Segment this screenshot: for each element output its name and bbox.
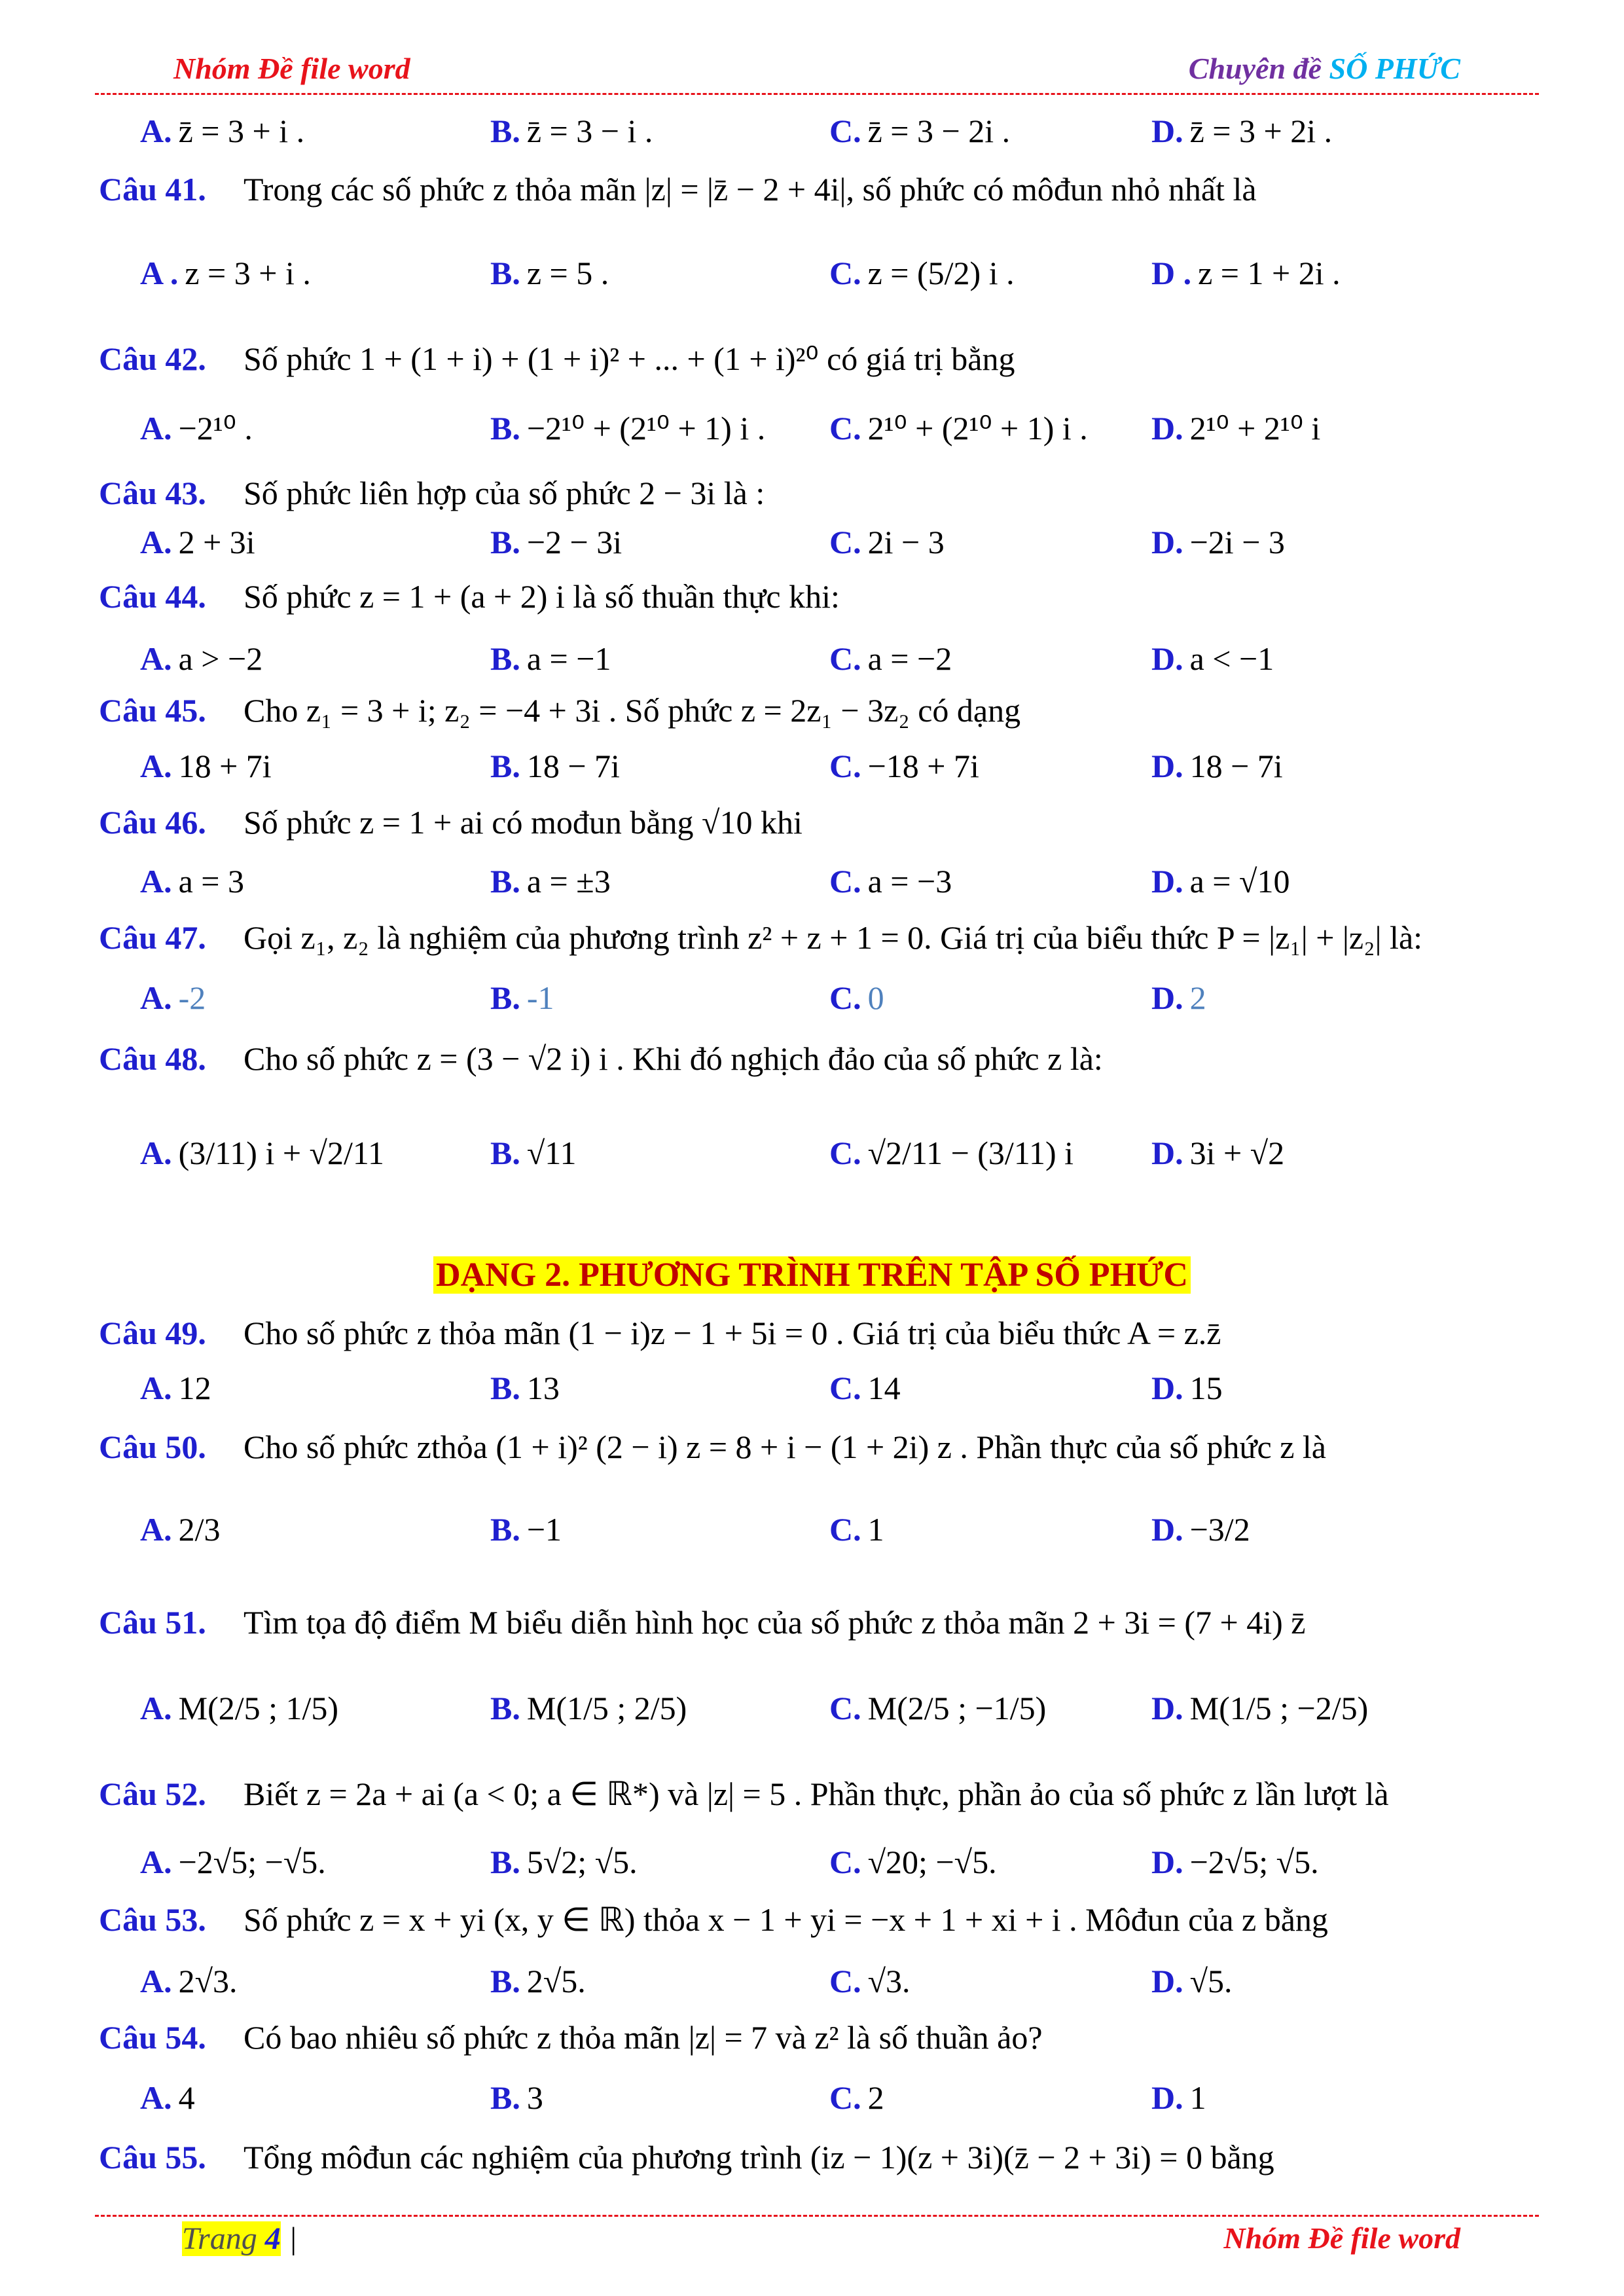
answer-option — [140, 253, 311, 293]
option-value: z = 1 + 2i . — [1198, 255, 1341, 291]
option-value: −3/2 — [1189, 1511, 1250, 1548]
option-letter: A. — [140, 1844, 172, 1880]
option-letter: B. — [490, 1370, 520, 1406]
answer-option — [829, 639, 952, 678]
option-value: 14 — [867, 1370, 901, 1406]
question-text: Tìm tọa độ điểm M biểu diễn hình học của số phức z thỏa mãn 2 + 3i = (7 + 4i) z̄ — [244, 1604, 1306, 1641]
answer-option — [140, 111, 304, 151]
option-letter: D. — [1151, 640, 1183, 677]
option-letter: C. — [829, 979, 861, 1016]
option-letter: C. — [829, 113, 861, 149]
option-letter: A. — [140, 113, 172, 149]
option-value: z = 5 . — [526, 255, 609, 291]
answer-option — [140, 1510, 221, 1549]
option-value: z = 3 + i . — [185, 255, 311, 291]
option-letter: D. — [1151, 1511, 1183, 1548]
question-number: Câu 53. — [99, 1901, 206, 1938]
option-value: 18 + 7i — [178, 748, 272, 784]
section-title: DẠNG 2. PHƯƠNG TRÌNH TRÊN TẬP SỐ PHỨC — [433, 1256, 1191, 1294]
option-value: 2√5. — [526, 1963, 586, 1999]
answer-option — [1151, 2078, 1206, 2117]
answer-option — [829, 1133, 1074, 1173]
answer-option — [490, 1961, 586, 2001]
option-value: a = ±3 — [526, 863, 611, 900]
option-letter: D. — [1151, 1963, 1183, 1999]
option-value: 18 − 7i — [526, 748, 620, 784]
option-letter: B. — [490, 979, 520, 1016]
question-text: Cho số phức z = (3 − √2 i) i . Khi đó nghịch đảo của số phức z là: — [244, 1040, 1103, 1077]
option-letter: D. — [1151, 979, 1183, 1016]
option-value: -1 — [526, 979, 554, 1016]
option-value: −2¹⁰ + (2¹⁰ + 1) i . — [526, 410, 766, 446]
option-value: 13 — [526, 1370, 560, 1406]
option-letter: B. — [490, 2079, 520, 2116]
option-value: 12 — [178, 1370, 211, 1406]
option-letter: C. — [829, 1135, 861, 1171]
question-number: Câu 43. — [99, 475, 206, 511]
question-number: Câu 48. — [99, 1040, 206, 1077]
question-text: Gọi z₁, z₂ là nghiệm của phương trình z² + z + 1 = 0. Giá trị của biểu thức P = |z₁| + |z₂| là: — [244, 919, 1423, 956]
option-letter: D. — [1151, 1370, 1183, 1406]
option-value: 3i + √2 — [1189, 1135, 1285, 1171]
option-value: M(1/5 ; 2/5) — [526, 1690, 687, 1726]
option-letter: A. — [140, 2079, 172, 2116]
option-letter: B. — [490, 863, 520, 900]
option-value: 2 — [867, 2079, 884, 2116]
answer-option — [1151, 1961, 1233, 2001]
option-value: (3/11) i + √2/11 — [178, 1135, 385, 1171]
footer-page-number: 4 — [264, 2221, 281, 2256]
answer-option — [490, 978, 554, 1017]
option-value: 18 − 7i — [1189, 748, 1283, 784]
option-letter: A. — [140, 979, 172, 1016]
option-value: z̄ = 3 − i . — [526, 113, 653, 149]
option-value: a < −1 — [1189, 640, 1274, 677]
header-topic-accent: SỐ PHỨC — [1329, 52, 1460, 85]
option-letter: D. — [1151, 524, 1183, 560]
option-letter: C. — [829, 1963, 861, 1999]
question-text: Số phức z = 1 + ai có mođun bằng √10 khi — [244, 804, 803, 841]
option-letter: A. — [140, 524, 172, 560]
option-value: M(1/5 ; −2/5) — [1189, 1690, 1369, 1726]
answer-option — [829, 746, 979, 786]
option-value: 2√3. — [178, 1963, 238, 1999]
option-letter: A . — [140, 255, 179, 291]
answer-option — [1151, 1842, 1319, 1882]
option-value: M(2/5 ; 1/5) — [178, 1690, 339, 1726]
option-letter: A. — [140, 1135, 172, 1171]
option-value: 4 — [178, 2079, 195, 2116]
question-number: Câu 49. — [99, 1315, 206, 1351]
option-letter: B. — [490, 640, 520, 677]
answer-option — [829, 253, 1015, 293]
option-value: √20; −√5. — [867, 1844, 997, 1880]
answer-option — [140, 522, 255, 562]
header-topic-prefix: Chuyên đề — [1188, 52, 1329, 85]
option-value: −1 — [526, 1511, 562, 1548]
option-letter: D. — [1151, 1844, 1183, 1880]
footer-divider — [95, 2215, 1539, 2217]
answer-option — [490, 862, 611, 901]
question-number: Câu 54. — [99, 2019, 206, 2056]
option-letter: D. — [1151, 2079, 1183, 2116]
answer-option — [490, 1842, 638, 1882]
answer-option — [490, 746, 620, 786]
option-value: 1 — [867, 1511, 884, 1548]
option-value: a = −2 — [867, 640, 952, 677]
option-value: √3. — [867, 1963, 911, 1999]
question-number: Câu 44. — [99, 578, 206, 615]
answer-option — [829, 409, 1088, 448]
question-text: Số phức 1 + (1 + i) + (1 + i)² + ... + (1 + i)²⁰ có giá trị bằng — [244, 340, 1015, 377]
answer-option — [490, 2078, 543, 2117]
footer-page: Trang 4 | — [182, 2221, 297, 2256]
option-letter: D. — [1151, 113, 1183, 149]
option-value: −2¹⁰ . — [178, 410, 253, 446]
answer-option — [490, 111, 653, 151]
question-number: Câu 46. — [99, 804, 206, 841]
option-letter: C. — [829, 640, 861, 677]
answer-option — [140, 862, 244, 901]
option-letter: B. — [490, 1844, 520, 1880]
answer-option — [1151, 862, 1290, 901]
question-text: Cho z₁ = 3 + i; z₂ = −4 + 3i . Số phức z = 2z₁ − 3z₂ có dạng — [244, 692, 1021, 729]
option-value: 0 — [867, 979, 884, 1016]
option-letter: D. — [1151, 863, 1183, 900]
question-number: Câu 41. — [99, 171, 206, 208]
option-letter: A. — [140, 863, 172, 900]
option-value: 2 + 3i — [178, 524, 255, 560]
option-value: −2 − 3i — [526, 524, 623, 560]
answer-option — [140, 746, 272, 786]
option-value: a = −1 — [526, 640, 611, 677]
answer-option — [1151, 111, 1332, 151]
question-number: Câu 52. — [99, 1776, 206, 1812]
answer-option — [1151, 746, 1283, 786]
header-group-name: Nhóm Đề file word — [173, 52, 410, 85]
option-letter: C. — [829, 1511, 861, 1548]
option-letter: B. — [490, 1690, 520, 1726]
option-value: a = −3 — [867, 863, 952, 900]
option-value: a = √10 — [1189, 863, 1290, 900]
answer-option — [490, 409, 765, 448]
option-value: −2√5; √5. — [1189, 1844, 1319, 1880]
answer-option — [829, 862, 952, 901]
option-value: z = (5/2) i . — [867, 255, 1015, 291]
option-value: a = 3 — [178, 863, 244, 900]
answer-option — [140, 1368, 211, 1408]
question-text: Cho số phức zthỏa (1 + i)² (2 − i) z = 8 + i − (1 + 2i) z . Phần thực của số phức z là — [244, 1429, 1327, 1465]
option-letter: C. — [829, 748, 861, 784]
option-value: √11 — [526, 1135, 577, 1171]
answer-option — [1151, 409, 1320, 448]
option-value: 15 — [1189, 1370, 1223, 1406]
question-text: Tổng môđun các nghiệm của phương trình (iz − 1)(z + 3i)(z̄ − 2 + 3i) = 0 bằng — [244, 2139, 1274, 2176]
answer-option — [1151, 1688, 1368, 1728]
answer-option — [140, 1688, 338, 1728]
option-letter: C. — [829, 2079, 861, 2116]
option-value: z̄ = 3 − 2i . — [867, 113, 1011, 149]
option-value: M(2/5 ; −1/5) — [867, 1690, 1047, 1726]
section-heading — [0, 1256, 1624, 1294]
answer-option — [490, 1510, 562, 1549]
header-topic — [1189, 51, 1460, 86]
header-divider — [95, 93, 1539, 95]
answer-option — [140, 2078, 195, 2117]
answer-option — [490, 522, 622, 562]
answer-option — [829, 1842, 997, 1882]
option-letter: C. — [829, 1690, 861, 1726]
answer-option — [1151, 639, 1274, 678]
option-letter: B. — [490, 255, 520, 291]
option-letter: D. — [1151, 1135, 1183, 1171]
answer-option — [829, 1510, 884, 1549]
answer-option — [1151, 522, 1285, 562]
answer-option — [490, 1368, 560, 1408]
option-value: 3 — [526, 2079, 543, 2116]
option-letter: B. — [490, 524, 520, 560]
answer-option — [490, 1133, 576, 1173]
answer-option — [829, 2078, 884, 2117]
question-text: Số phức z = 1 + (a + 2) i là số thuần thực khi: — [244, 578, 840, 615]
option-letter: A. — [140, 748, 172, 784]
option-letter: B. — [490, 748, 520, 784]
option-letter: C. — [829, 1370, 861, 1406]
answer-option — [1151, 978, 1206, 1017]
option-letter: B. — [490, 1963, 520, 1999]
option-letter: A. — [140, 1370, 172, 1406]
option-value: 1 — [1189, 2079, 1206, 2116]
option-letter: C. — [829, 524, 861, 560]
question-text: Số phức z = x + yi (x, y ∈ ℝ) thỏa x − 1 + yi = −x + 1 + xi + i . Môđun của z bằng — [244, 1901, 1328, 1938]
option-letter: D. — [1151, 410, 1183, 446]
answer-option — [829, 522, 945, 562]
option-value: −2√5; −√5. — [178, 1844, 326, 1880]
option-letter: A. — [140, 1511, 172, 1548]
answer-option — [490, 639, 611, 678]
option-value: √5. — [1189, 1963, 1233, 1999]
option-value: 2¹⁰ + (2¹⁰ + 1) i . — [867, 410, 1088, 446]
answer-option — [140, 1842, 326, 1882]
option-letter: A. — [140, 640, 172, 677]
answer-option — [829, 1368, 901, 1408]
answer-option — [829, 1688, 1046, 1728]
option-letter: A. — [140, 1963, 172, 1999]
answer-option — [140, 639, 262, 678]
footer-page-label: Trang — [182, 2221, 257, 2256]
option-value: 5√2; √5. — [526, 1844, 638, 1880]
option-letter: C. — [829, 1844, 861, 1880]
option-value: 2i − 3 — [867, 524, 945, 560]
option-letter: A. — [140, 1690, 172, 1726]
option-letter: D. — [1151, 748, 1183, 784]
question-number: Câu 47. — [99, 919, 206, 956]
question-number: Câu 55. — [99, 2139, 206, 2176]
option-letter: B. — [490, 1511, 520, 1548]
answer-option — [1151, 253, 1341, 293]
answer-option — [140, 1133, 384, 1173]
question-text: Trong các số phức z thỏa mãn |z| = |z̄ − 2 + 4i|, số phức có môđun nhỏ nhất là — [244, 171, 1257, 208]
option-value: 2/3 — [178, 1511, 221, 1548]
question-text: Cho số phức z thỏa mãn (1 − i)z − 1 + 5i = 0 . Giá trị của biểu thức A = z.z̄ — [244, 1315, 1221, 1351]
answer-option — [1151, 1133, 1284, 1173]
option-value: 2¹⁰ + 2¹⁰ i — [1189, 410, 1321, 446]
answer-option — [140, 409, 253, 448]
option-value: √2/11 − (3/11) i — [867, 1135, 1074, 1171]
answer-option — [829, 1961, 911, 2001]
option-value: -2 — [178, 979, 206, 1016]
question-number: Câu 50. — [99, 1429, 206, 1465]
answer-option — [140, 978, 206, 1017]
question-text: Có bao nhiêu số phức z thỏa mãn |z| = 7 và z² là số thuần ảo? — [244, 2019, 1043, 2056]
option-letter: D. — [1151, 1690, 1183, 1726]
option-value: −2i − 3 — [1189, 524, 1285, 560]
answer-option — [490, 1688, 687, 1728]
option-letter: A. — [140, 410, 172, 446]
answer-option — [490, 253, 609, 293]
answer-option — [140, 1961, 238, 2001]
option-letter: C. — [829, 863, 861, 900]
option-letter: B. — [490, 113, 520, 149]
question-number: Câu 42. — [99, 340, 206, 377]
option-value: a > −2 — [178, 640, 263, 677]
question-text: Biết z = 2a + ai (a < 0; a ∈ ℝ*) và |z| = 5 . Phần thực, phần ảo của số phức z lần lượt là — [244, 1776, 1389, 1812]
footer-group-name: Nhóm Đề file word — [1223, 2221, 1460, 2255]
option-letter: B. — [490, 1135, 520, 1171]
question-text: Số phức liên hợp của số phức 2 − 3i là : — [244, 475, 765, 511]
option-letter: C. — [829, 255, 861, 291]
question-number: Câu 51. — [99, 1604, 206, 1641]
question-number: Câu 45. — [99, 692, 206, 729]
answer-option — [829, 978, 884, 1017]
answer-option — [1151, 1510, 1250, 1549]
answer-option — [1151, 1368, 1223, 1408]
option-letter: B. — [490, 410, 520, 446]
option-value: 2 — [1189, 979, 1206, 1016]
option-value: z̄ = 3 + 2i . — [1189, 113, 1333, 149]
option-value: −18 + 7i — [867, 748, 979, 784]
option-letter: C. — [829, 410, 861, 446]
option-letter: D . — [1151, 255, 1192, 291]
answer-option — [829, 111, 1010, 151]
option-value: z̄ = 3 + i . — [178, 113, 305, 149]
